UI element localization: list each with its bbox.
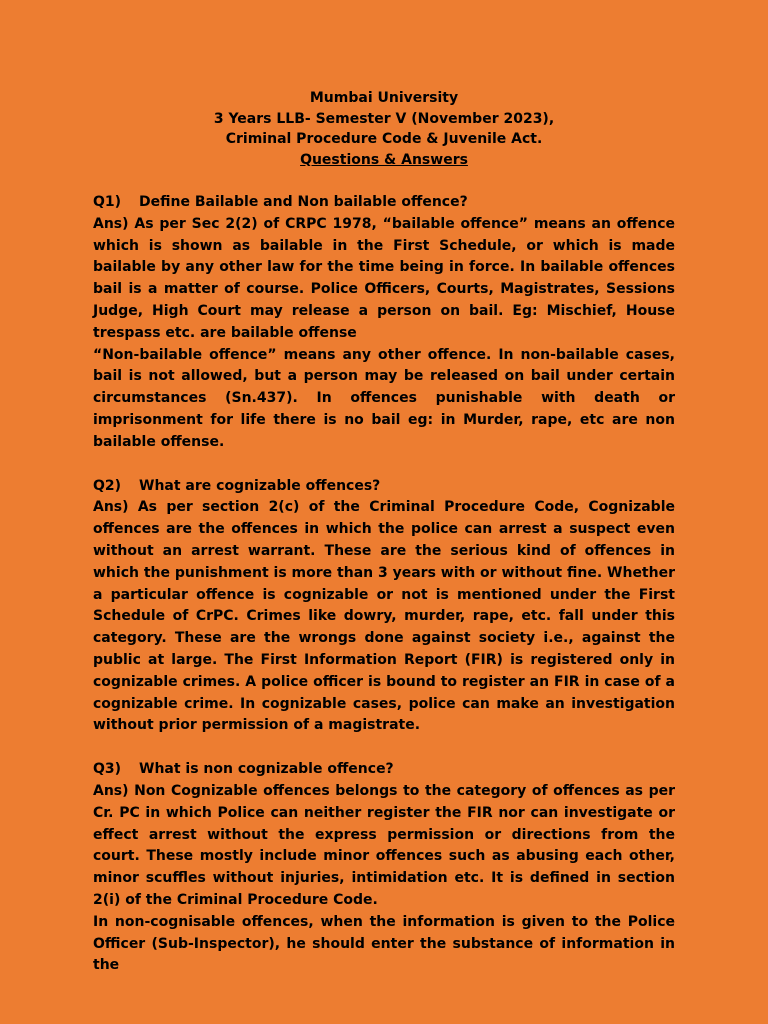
section-title: Questions & Answers	[300, 151, 468, 168]
question-1-number: Q1)	[93, 194, 122, 210]
answer-1-paragraph-1: Ans) As per Sec 2(2) of CRPC 1978, “bailable offence” means an offence which is shown as bailable in the First Schedule, or which is made bailable by any other law for the time being in force. In bailable offences bail is a matter of course. Police Officers, Courts, Magistrates, Sessions Judge, High Court may release a person on bail. Eg: Mischief, House trespass etc. are bailable offense	[93, 215, 675, 341]
question-1-title	[93, 192, 675, 214]
question-2	[93, 476, 675, 738]
question-3-title	[93, 759, 675, 781]
document-header	[93, 88, 675, 170]
answer-3-paragraph-2: In non-cognisable offences, when the information is given to the Police Officer (Sub-Inspector), he should enter the substance of information in the	[93, 913, 675, 974]
question-2-text: What are cognizable offences?	[139, 477, 381, 494]
answer-1-paragraph-2: “Non-bailable offence” means any other offence. In non-bailable cases, bail is not allowed, but a person may be released on bail under certain circumstances (Sn.437). In offences punishable with death or imprisonment for life there is no bail eg: in Murder, rape, etc are non bailable offense.	[93, 346, 675, 450]
question-3-text: What is non cognizable offence?	[139, 761, 394, 778]
question-3-number: Q3)	[93, 761, 122, 778]
course-title: 3 Years LLB- Semester V (November 2023),	[213, 110, 555, 127]
answer-3-paragraph-1: Ans) Non Cognizable offences belongs to the category of offences as per Cr. PC in which Police can neither register the FIR nor can investigate or effect arrest without the express permission or directions from the court. These mostly include minor offences such as abusing each other, minor scuffles without injuries, intimidation etc. It is defined in section 2(i) of the Criminal Procedure Code.	[93, 782, 675, 908]
question-2-title	[93, 476, 675, 498]
question-1	[93, 192, 675, 454]
question-1-text: Define Bailable and Non bailable offence?	[139, 194, 468, 210]
university-name: Mumbai University	[309, 90, 459, 106]
answer-2-paragraph-1: Ans) As per section 2(c) of the Criminal Procedure Code, Cognizable offences are the offences in which the police can arrest a suspect even without an arrest warrant. These are the serious kind of offences in which the punishment is more than 3 years with or without fine. Whether a particular offence is cognizable or not is mentioned under the First Schedule of CrPC. Crimes like dowry, murder, rape, etc. fall under this category. These are the wrongs done against society i.e., against the public at large. The First Information Report (FIR) is registered only in cognizable crimes. A police officer is bound to register an FIR in case of a cognizable crime. In cognizable cases, police can make an investigation without prior permission of a magistrate.	[93, 499, 675, 734]
question-2-number: Q2)	[93, 477, 122, 494]
question-3	[93, 759, 675, 977]
subject-title: Criminal Procedure Code & Juvenile Act.	[225, 131, 543, 147]
